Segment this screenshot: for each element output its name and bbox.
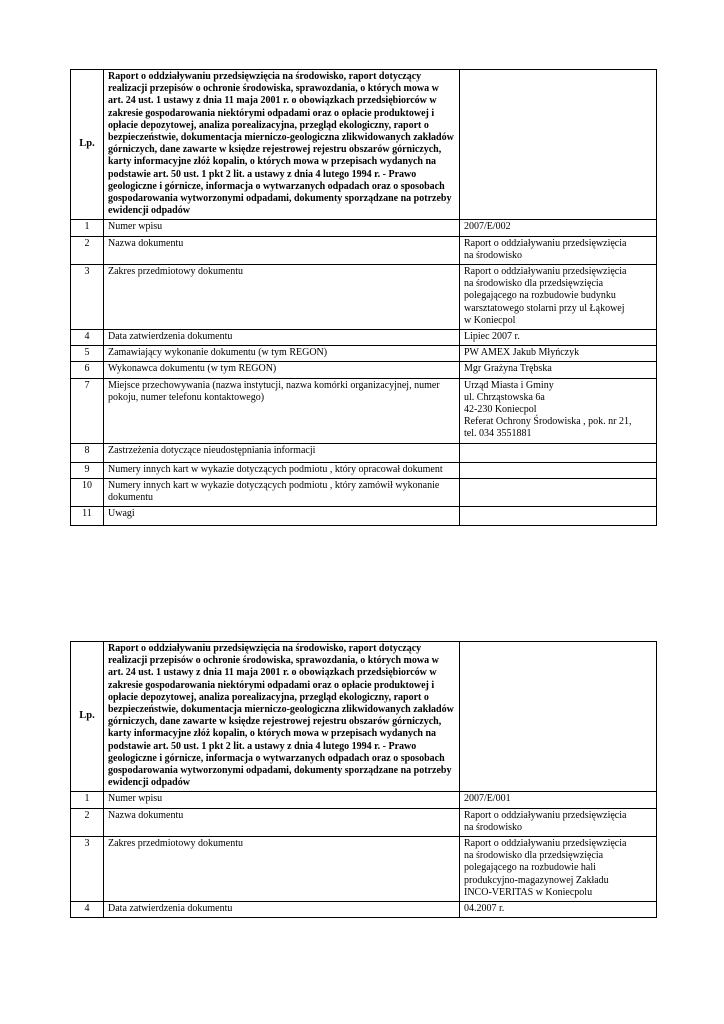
row-number: 4 [71,902,104,918]
row-label: Data zatwierdzenia dokumentu [104,902,460,918]
row-value [460,462,657,478]
row-value [460,507,657,526]
row-value: Raport o oddziaływaniu przedsięwzięcia na środowisko [460,808,657,836]
row-number: 3 [71,265,104,330]
row-number: 11 [71,507,104,526]
row-number: 2 [71,236,104,264]
row-value [460,478,657,506]
row-label: Nazwa dokumentu [104,808,460,836]
row-value: 2007/E/001 [460,792,657,808]
row-label: Zakres przedmiotowy dokumentu [104,837,460,902]
row-value: Mgr Grażyna Trębska [460,362,657,378]
table-row [71,265,657,330]
row-value: 04.2007 r. [460,902,657,918]
row-number: 9 [71,462,104,478]
header-empty-cell [460,70,657,220]
table-row [71,902,657,918]
table-row [71,837,657,902]
row-label: Data zatwierdzenia dokumentu [104,330,460,346]
row-label: Wykonawca dokumentu (w tym REGON) [104,362,460,378]
table-row [71,362,657,378]
row-number: 2 [71,808,104,836]
row-value: Raport o oddziaływaniu przedsięwzięcia na środowisko [460,236,657,264]
row-label: Zastrzeżenia dotyczące nieudostępniania informacji [104,443,460,462]
header-empty-cell [460,642,657,792]
record-table-2 [70,641,657,918]
table-row [71,507,657,526]
table-header-row [71,70,657,220]
table-row [71,378,657,443]
row-label: Zamawiający wykonanie dokumentu (w tym REGON) [104,346,460,362]
row-label: Uwagi [104,507,460,526]
row-number: 4 [71,330,104,346]
table-row [71,808,657,836]
row-label: Numer wpisu [104,792,460,808]
row-label: Numer wpisu [104,220,460,236]
row-number: 7 [71,378,104,443]
table-row [71,792,657,808]
row-value: Lipiec 2007 r. [460,330,657,346]
row-label: Miejsce przechowywania (nazwa instytucji, nazwa komórki organizacyjnej, numer pokoju, numer telefonu kontaktowego) [104,378,460,443]
row-label: Numery innych kart w wykazie dotyczących podmiotu , który opracował dokument [104,462,460,478]
table-row [71,462,657,478]
row-label: Nazwa dokumentu [104,236,460,264]
row-number: 10 [71,478,104,506]
row-number: 1 [71,220,104,236]
table-row [71,478,657,506]
row-label: Numery innych kart w wykazie dotyczących podmiotu , który zamówił wykonanie dokumentu [104,478,460,506]
table-row [71,330,657,346]
row-value: 2007/E/002 [460,220,657,236]
header-lp: Lp. [71,642,104,792]
record-table-1 [70,69,657,526]
row-number: 5 [71,346,104,362]
table-row [71,346,657,362]
table-row [71,220,657,236]
row-value: Urząd Miasta i Gminy ul. Chrząstowska 6a 42-230 Koniecpol Referat Ochrony Środowiska , pok. nr 21, tel. 034 3551881 [460,378,657,443]
row-label: Zakres przedmiotowy dokumentu [104,265,460,330]
header-description: Raport o oddziaływaniu przedsięwzięcia na środowisko, raport dotyczący realizacji przepisów o ochronie środowiska, sprawozdania, o których mowa w art. 24 ust. 1 ustawy z dnia 11 maja 2001 r. o obowiązkach przedsiębiorców w zakresie gospodarowania niektórymi odpadami oraz o opłacie produktowej i opłacie depozytowej, analiza porealizacyjna, przegląd ekologiczny, raport o bezpieczeństwie, dokumentacja mierniczo-geologiczna zlikwidowanych zakładów górniczych, dane zawarte w księdze rejestrowej rejestru obszarów górniczych, karty informacyjne złóż kopalin, o których mowa w przepisach wydanych na podstawie art. 50 ust. 1 pkt 2 lit. a ustawy z dnia 4 lutego 1994 r. - Prawo geologiczne i górnicze, informacja o wytwarzanych odpadach oraz o sposobach gospodarowania wytworzonymi odpadami, dokumenty sporządzane na potrzeby ewidencji odpadów [104,70,460,220]
row-number: 6 [71,362,104,378]
header-lp: Lp. [71,70,104,220]
row-value: Raport o oddziaływaniu przedsięwzięcia na środowisko dla przedsięwzięcia polegającego na rozbudowie budynku warsztatowego stolarni przy ul Łąkowej w Koniecpol [460,265,657,330]
table-row [71,443,657,462]
row-value: Raport o oddziaływaniu przedsięwzięcia na środowisko dla przedsięwzięcia polegającego na rozbudowie hali produkcyjno-magazynowej Zakładu INCO-VERITAS w Koniecpolu [460,837,657,902]
row-number: 3 [71,837,104,902]
header-description: Raport o oddziaływaniu przedsięwzięcia na środowisko, raport dotyczący realizacji przepisów o ochronie środowiska, sprawozdania, o których mowa w art. 24 ust. 1 ustawy z dnia 11 maja 2001 r. o obowiązkach przedsiębiorców w zakresie gospodarowania niektórymi odpadami oraz o opłacie produktowej i opłacie depozytowej, analiza porealizacyjna, przegląd ekologiczny, raport o bezpieczeństwie, dokumentacja mierniczo-geologiczna zlikwidowanych zakładów górniczych, dane zawarte w księdze rejestrowej rejestru obszarów górniczych, karty informacyjne złóż kopalin, o których mowa w przepisach wydanych na podstawie art. 50 ust. 1 pkt 2 lit. a ustawy z dnia 4 lutego 1994 r. - Prawo geologiczne i górnicze, informacja o wytwarzanych odpadach oraz o sposobach gospodarowania wytworzonymi odpadami, dokumenty sporządzane na potrzeby ewidencji odpadów [104,642,460,792]
table-header-row [71,642,657,792]
table-row [71,236,657,264]
row-value: PW AMEX Jakub Młyńczyk [460,346,657,362]
row-number: 8 [71,443,104,462]
row-number: 1 [71,792,104,808]
row-value [460,443,657,462]
